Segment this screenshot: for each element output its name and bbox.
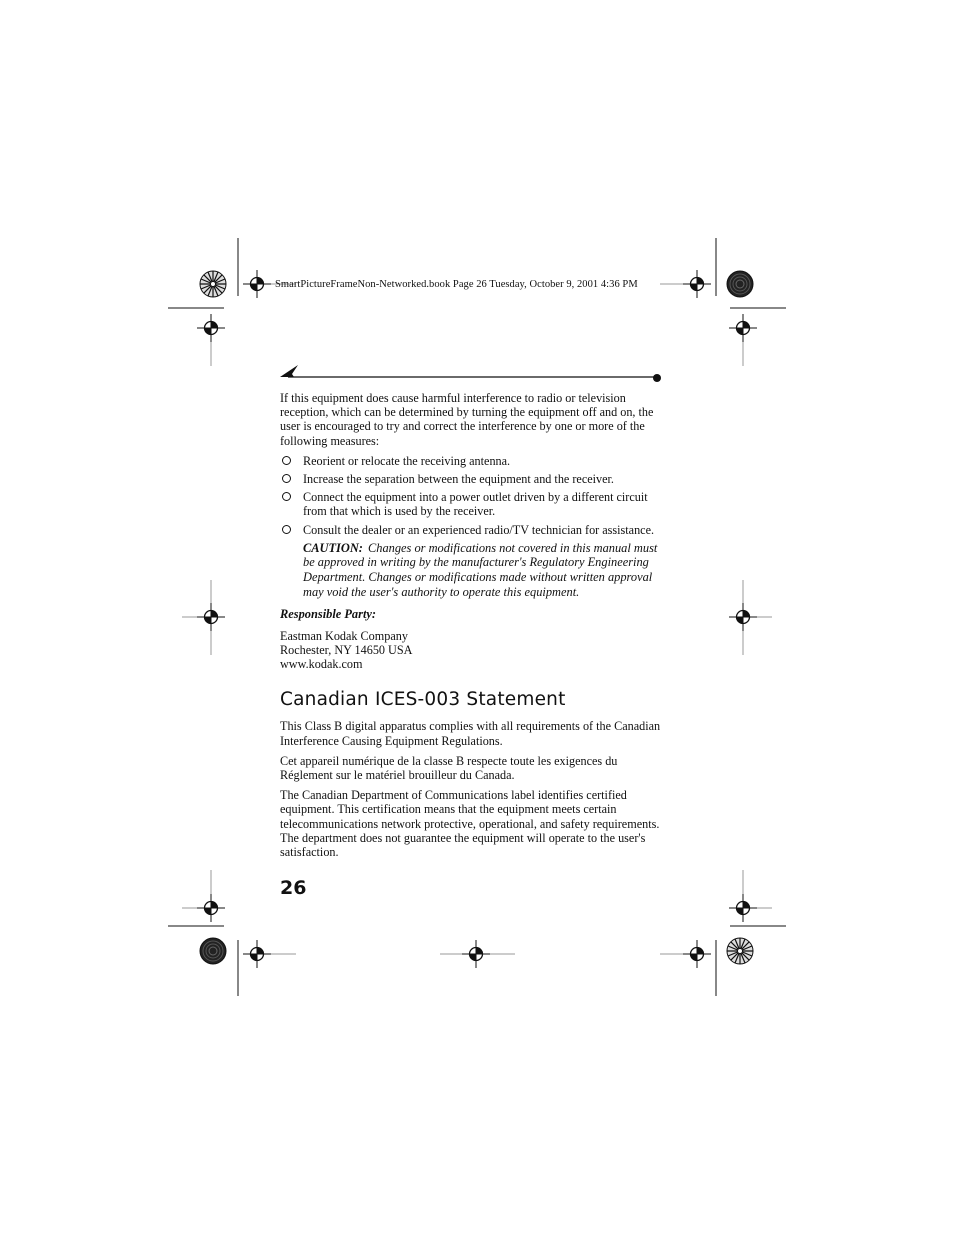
canadian-paragraph-french: Cet appareil numérique de la classe B respecte toute les exigences du Réglement sur le matériel brouilleur du Canada. <box>280 753 618 783</box>
intro-paragraph: If this equipment does cause harmful interference to radio or television reception, which can be determined by turning the equipment off and on, the user is encouraged to try and correct the interference by one or more of the following measures: <box>280 391 654 448</box>
circle-bullet-icon <box>282 525 291 534</box>
circle-bullet-icon <box>282 492 291 501</box>
list-item: Consult the dealer or an experienced radio/TV technician for assistance. <box>280 523 664 537</box>
caution-text: Changes or modifications not covered in this manual must be approved in writing by the manufacturer's Regulatory Engineering Department. Changes or modifications made without written approval may void the user's authority to operate this equipment. <box>303 540 658 599</box>
responsible-party-label: Responsible Party: <box>280 607 377 622</box>
list-item: Reorient or relocate the receiving antenna. <box>280 454 664 468</box>
page-number: 26 <box>280 877 307 899</box>
list-item: Increase the separation between the equipment and the receiver. <box>280 472 664 486</box>
measures-list <box>280 454 664 537</box>
canadian-paragraph: The Canadian Department of Communications label identifies certified equipment. This certification means that the equipment meets certain telecommunications network protective, operational, and safety requirements. The department does not guarantee the equipment will operate to the user's satisfaction. <box>280 788 660 860</box>
caution-label: CAUTION: <box>303 540 363 555</box>
company-name: Eastman Kodak Company <box>280 629 408 644</box>
circle-bullet-icon <box>282 456 291 465</box>
header-file-info: SmartPictureFrameNon-Networked.book Page 26 Tuesday, October 9, 2001 4:36 PM <box>275 279 638 290</box>
company-website: www.kodak.com <box>280 657 363 672</box>
company-city: Rochester, NY 14650 USA <box>280 643 413 658</box>
page-content <box>280 391 664 865</box>
left-arrow-rule-icon <box>280 362 665 386</box>
responsible-party-address <box>280 629 664 671</box>
list-item: Connect the equipment into a power outlet driven by a different circuit from that which is used by the receiver. <box>280 490 664 518</box>
section-heading: Canadian ICES-003 Statement <box>280 689 566 711</box>
circle-bullet-icon <box>282 474 291 483</box>
caution-note <box>303 541 664 599</box>
canadian-paragraph: This Class B digital apparatus complies with all requirements of the Canadian Interference Causing Equipment Regulations. <box>280 719 661 748</box>
